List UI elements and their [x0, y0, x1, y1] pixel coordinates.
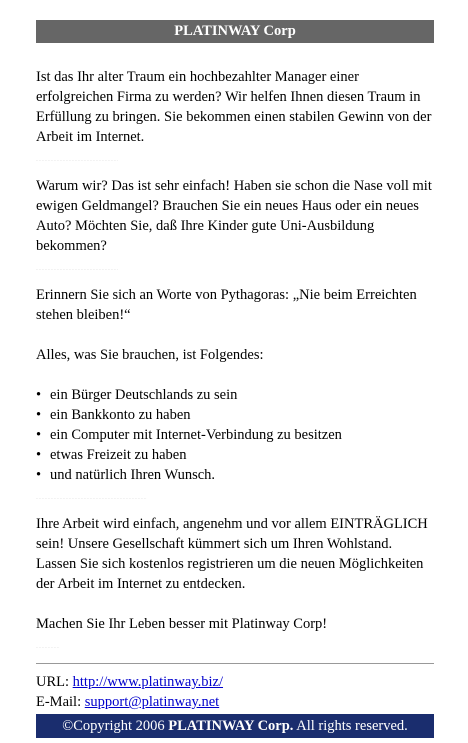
requirements-list [36, 385, 434, 485]
header-banner: PLATINWAY Corp [36, 20, 434, 43]
email-line [36, 692, 434, 712]
email-body [36, 20, 434, 738]
list-item: • und natürlich Ihren Wunsch. [36, 465, 434, 485]
url-line [36, 672, 434, 692]
list-item: • ein Bürger Deutschlands zu sein [36, 385, 434, 405]
email-link[interactable]: support@platinway.net [84, 694, 220, 710]
list-item: • etwas Freizeit zu haben [36, 445, 434, 465]
email-label: E-Mail: [36, 694, 82, 710]
contact-block [36, 672, 434, 712]
copyright-suffix: All rights reserved. [296, 718, 408, 734]
footer-banner [36, 714, 434, 738]
copyright-company: PLATINWAY Corp. [168, 718, 294, 734]
copyright-prefix: ©Copyright 2006 [62, 718, 165, 734]
closing-paragraph: Machen Sie Ihr Leben besser mit Platinway Corp! [36, 616, 328, 632]
divider [36, 663, 434, 664]
why-us-paragraph: Warum wir? Das ist sehr einfach! Haben sie schon die Nase voll mit ewigen Geldmangel? Brauchen Sie ein neues Haus oder ein neues Auto? Möchten Sie, daß Ihre Kinder gute Uni-Ausbildung bekommen? [36, 178, 432, 254]
requirements-intro: Alles, was Sie brauchen, ist Folgendes: [36, 347, 264, 363]
quote-paragraph: Erinnern Sie sich an Worte von Pythagoras: „Nie beim Erreichten stehen bleiben!“ [36, 287, 417, 323]
website-link[interactable]: http://www.platinway.biz/ [72, 674, 224, 690]
url-label: URL: [36, 674, 70, 690]
work-paragraph: Ihre Arbeit wird einfach, angenehm und vor allem EINTRÄGLICH sein! Unsere Gesellschaft kümmert sich um Ihren Wohlstand. Lassen Sie sich kostenlos registrieren um die neuen Möglichkeiten der Arbeit im Internet zu entdecken. [36, 516, 428, 592]
list-item: • ein Bankkonto zu haben [36, 405, 434, 425]
noise-separator: . . . . . . . . . . . . . . . . [36, 646, 60, 649]
noise-separator: . . . . . . . . . . . . . . . . . . . . . . . . . . . . . . . . . . . . . . . . . . . . . . . . . . . . . . . [36, 268, 118, 271]
noise-separator: . . . . . . . . . . . . . . . . . . . . . . . . . . . . . . . . . . . . . . . . . . . . . . . . . . . . . . . [36, 159, 118, 162]
intro-paragraph: Ist das Ihr alter Traum ein hochbezahlter Manager einer erfolgreichen Firma zu werden? Wir helfen Ihnen diesen Traum in Erfüllung zu bringen. Sie bekommen einen stabilen Gewinn von der Arbeit im Internet. [36, 69, 432, 145]
list-item: • ein Computer mit Internet-Verbindung zu besitzen [36, 425, 434, 445]
noise-separator: . . . . . . . . . . . . . . . . . . . . . . . . . . . . . . . . . . . . . . . . . . . . . . . . . . . . . . . . . . . . . . . . . . . . . . . . . . [36, 497, 147, 500]
